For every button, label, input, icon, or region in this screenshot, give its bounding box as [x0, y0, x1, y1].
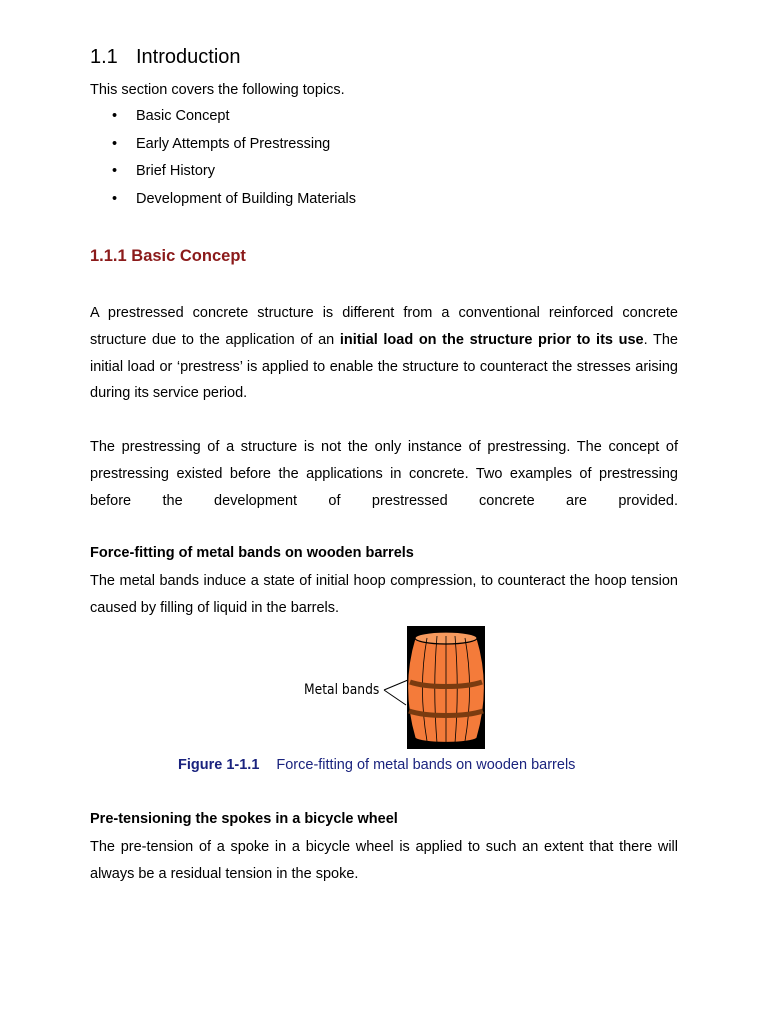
- example-text-bicycle: The pre-tension of a spoke in a bicycle wheel is applied to such an extent that there will always be a residual tension in the spoke.: [90, 839, 678, 882]
- example-heading-barrels: Force-fitting of metal bands on wooden barrels: [90, 545, 414, 561]
- barrel-illustration: [407, 626, 485, 749]
- paragraph-prestressing-examples: The prestressing of a structure is not the only instance of prestressing. The concept of prestressing existed before the applications in concrete. Two examples of prestressing before the development of prestressed concrete are provided.: [90, 439, 678, 509]
- example-text-barrels: The metal bands induce a state of initial hoop compression, to counteract the hoop tension caused by filling of liquid in the barrels.: [90, 573, 678, 616]
- section-title-text: Introduction: [136, 46, 241, 68]
- section-number: 1.1: [90, 46, 118, 68]
- emphasis-text: initial load on the structure prior to its use: [339, 331, 644, 348]
- example-heading-bicycle: Pre-tensioning the spokes in a bicycle wheel: [90, 811, 398, 827]
- leader-lines: [380, 672, 410, 708]
- paragraph-basic-concept: [90, 300, 678, 407]
- topic-item: • Development of Building Materials: [90, 191, 356, 219]
- paragraph-text: . The initial load or ‘prestress’ is applied to enable the structure to counteract the stresses arising during its service period.: [90, 331, 678, 402]
- figure-caption-text: Force-fitting of metal bands on wooden barrels: [276, 757, 576, 773]
- subsection-heading: 1.1.1 Basic Concept: [90, 247, 246, 265]
- topic-item: • Early Attempts of Prestressing: [90, 136, 356, 164]
- paragraph-text: A prestressed concrete structure is different from a conventional reinforced concrete structure due to the application of an: [90, 305, 678, 348]
- topic-list: [90, 108, 356, 218]
- metal-bands-label: Metal bands: [304, 682, 380, 698]
- figure-caption: [178, 757, 575, 773]
- intro-text: This section covers the following topics.: [90, 82, 345, 98]
- topic-item: • Basic Concept: [90, 108, 356, 136]
- section-title: [90, 46, 241, 69]
- figure-caption-label: Figure 1-1.1: [178, 757, 260, 773]
- topic-item: • Brief History: [90, 163, 356, 191]
- barrel-figure: [407, 626, 485, 749]
